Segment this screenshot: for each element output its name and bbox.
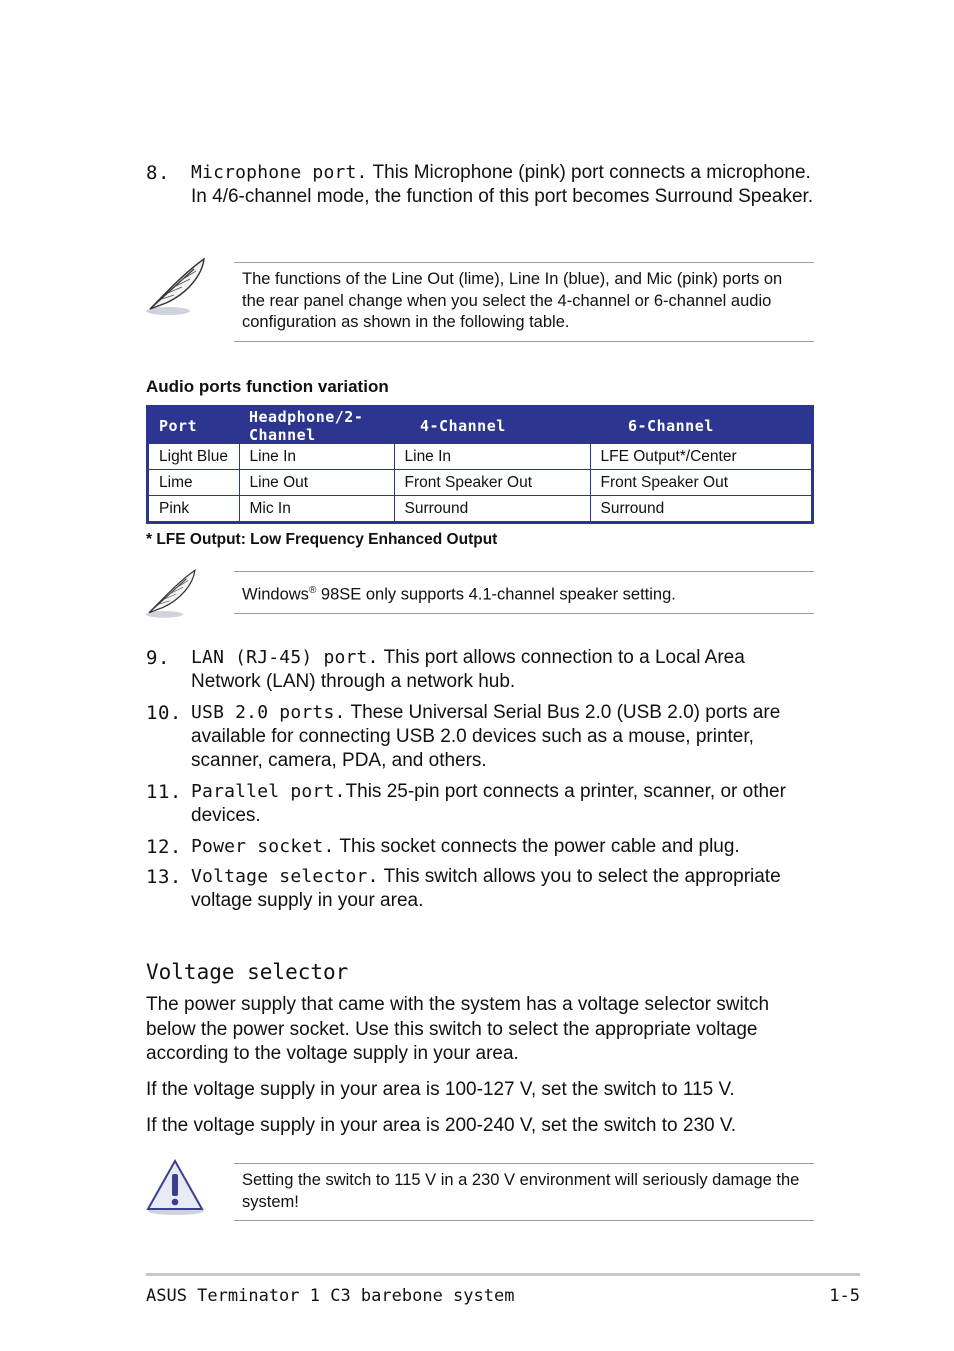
item-usb-ports	[146, 701, 816, 773]
page-footer	[146, 1273, 860, 1306]
table-cell: Pink	[148, 496, 240, 523]
table-footnote: * LFE Output: Low Frequency Enhanced Output	[146, 531, 498, 548]
item-heading: Microphone port.	[191, 162, 368, 183]
note-text: 98SE only supports 4.1-channel speaker setting.	[316, 585, 676, 604]
item-number: 8.	[146, 162, 170, 184]
item-text: This 25-pin port connects a printer, scanner, or other devices.	[191, 781, 786, 826]
item-number: 9.	[146, 647, 170, 669]
note-warning	[234, 1163, 814, 1221]
item-power-socket	[146, 835, 816, 859]
item-microphone-port	[146, 161, 816, 209]
footer-title: ASUS Terminator 1 C3 barebone system	[146, 1286, 515, 1306]
table-cell: Front Speaker Out	[590, 470, 813, 496]
item-number: 11.	[146, 781, 182, 803]
item-text: This switch allows you to select the appropriate voltage supply in your area.	[191, 866, 781, 911]
table-header-row	[148, 407, 813, 445]
table-row	[148, 470, 813, 496]
registered-mark: ®	[308, 585, 317, 596]
table-row	[148, 496, 813, 523]
note-text: Setting the switch to 115 V in a 230 V environment will seriously damage the system!	[242, 1171, 800, 1211]
table-cell: Surround	[600, 499, 665, 517]
item-text: This socket connects the power cable and plug.	[334, 836, 740, 857]
item-lan-port	[146, 646, 816, 694]
note-text: Windows	[242, 585, 309, 604]
feather-pen-icon	[144, 255, 210, 319]
item-text: This port allows connection to a Local Area Network (LAN) through a network hub.	[191, 647, 745, 692]
table-title: Audio ports function variation	[146, 377, 389, 396]
item-text: These Universal Serial Bus 2.0 (USB 2.0) ports are available for connecting USB 2.0 devices such as a mouse, printer, scanner, camera, PDA, and others.	[191, 702, 781, 771]
col-header: 6-Channel	[590, 407, 813, 445]
section-title: Voltage selector	[146, 960, 349, 984]
col-header: 4-Channel	[394, 407, 590, 445]
paragraph: If the voltage supply in your area is 100-127 V, set the switch to 115 V.	[146, 1079, 735, 1100]
table-cell: Surround	[394, 496, 590, 523]
item-number: 13.	[146, 866, 182, 888]
item-heading: USB 2.0 ports.	[191, 702, 346, 723]
item-parallel-port	[146, 780, 816, 828]
note-text: The functions of the Line Out (lime), Line In (blue), and Mic (pink) ports on the rear panel change when you select the 4-channel or 6-channel audio configuration as shown in the following table.	[242, 270, 783, 331]
paragraph: If the voltage supply in your area is 200-240 V, set the switch to 230 V.	[146, 1115, 737, 1136]
item-text: This Microphone (pink) port connects a microphone. In 4/6-channel mode, the function of this port becomes Surround Speaker.	[191, 162, 814, 207]
item-heading: Voltage selector.	[191, 866, 379, 887]
item-number: 12.	[146, 836, 182, 858]
audio-ports-table	[146, 405, 814, 524]
col-header: Headphone/2-Channel	[239, 407, 394, 445]
col-header: Port	[148, 407, 240, 445]
table-cell: Line In	[239, 444, 394, 470]
table-cell: Mic In	[239, 496, 394, 523]
warning-icon	[144, 1158, 206, 1216]
table-cell: LFE Output*/Center	[590, 444, 813, 470]
table-row	[148, 444, 813, 470]
item-heading: Power socket.	[191, 836, 335, 857]
table-cell: Line In	[394, 444, 590, 470]
item-heading: Parallel port.	[191, 781, 346, 802]
feather-pen-icon	[144, 566, 200, 622]
table-cell: Front Speaker Out	[394, 470, 590, 496]
table-cell: Lime	[148, 470, 240, 496]
table-cell: Line Out	[239, 470, 394, 496]
item-voltage-selector	[146, 865, 816, 913]
item-number: 10.	[146, 702, 182, 724]
note-windows	[234, 571, 814, 614]
paragraph: The power supply that came with the system has a voltage selector switch below the power socket. Use this switch to select the appropriate voltage according to the voltage supply in your area.	[146, 994, 770, 1064]
table-cell: Light Blue	[148, 444, 240, 470]
item-heading: LAN (RJ-45) port.	[191, 647, 379, 668]
page-number: 1-5	[829, 1286, 860, 1306]
note-audio	[234, 262, 814, 342]
